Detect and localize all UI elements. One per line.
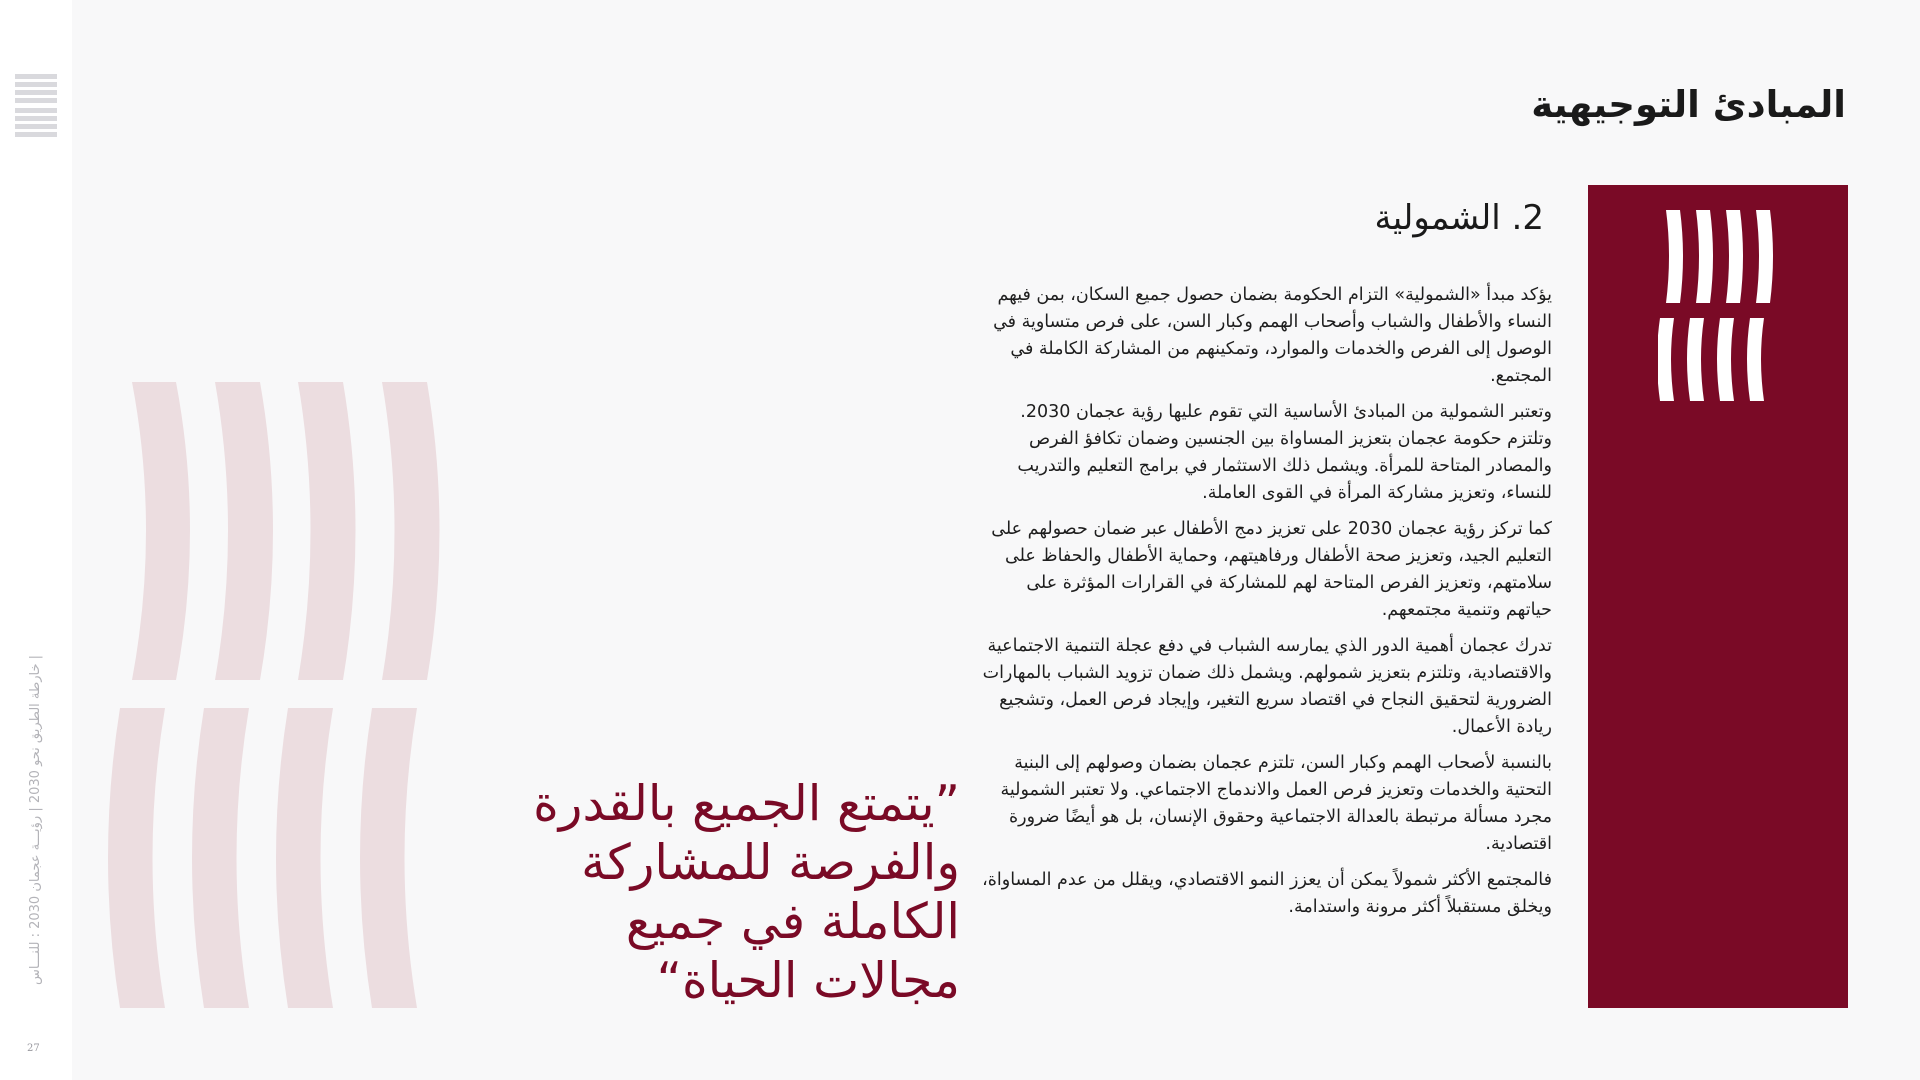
maroon-brand-panel (1588, 185, 1848, 1008)
ajman-vision-logo-icon (13, 72, 59, 138)
decorative-arcs-icon (100, 380, 470, 1010)
section-heading: 2. الشمولية (1374, 198, 1544, 238)
ajman-vision-emblem-icon (1658, 208, 1783, 403)
paragraph: وتعتبر الشمولية من المبادئ الأساسية التي تقوم عليها رؤية عجمان 2030. وتلتزم حكومة عجمان بتعزيز المساواة بين الجنسين وضمان تكافؤ الفرص والمصادر المتاحة للمرأة. ويشمل ذلك الاستثمار في برامج التعليم والتدريب للنساء، وتعزيز مشاركة المرأة في القوى العاملة. (1017, 402, 1552, 503)
sidebar-vertical-caption: خارطة الطريق نحو 2030 | رؤيـــة عجمان 2030 : للنـــاس | (28, 654, 43, 986)
paragraph: تدرك عجمان أهمية الدور الذي يمارسه الشباب في دفع عجلة التنمية الاجتماعية والاقتصادية، وتلتزم بتعزيز شمولهم. ويشمل ذلك ضمان تزويد الشباب بالمهارات الضرورية لتحقيق النجاح في اقتصاد سريع التغير، وإيجاد فرص العمل، وتشجيع ريادة الأعمال. (982, 636, 1552, 737)
paragraph: بالنسبة لأصحاب الهمم وكبار السن، تلتزم عجمان بضمان وصولهم إلى البنية التحتية والخدمات وتعزيز فرص العمل والاندماج الاجتماعي. ولا تعتبر الشمولية مجرد مسألة مرتبطة بالعدالة الاجتماعية وحقوق الإنسان، بل هو أيضًا ضرورة اقتصادية. (1000, 753, 1552, 854)
pull-quote: ”يتمتع الجميع بالقدرة والفرصة للمشاركة الكاملة في جميع مجالات الحياة“ (533, 775, 960, 1009)
page-number: 27 (27, 1043, 40, 1054)
paragraph: كما تركز رؤية عجمان 2030 على تعزيز دمج الأطفال عبر ضمان حصولهم على التعليم الجيد، وتعزيز صحة الأطفال ورفاهيتهم، وحماية الأطفال والحفاظ على سلامتهم، وتعزيز الفرص المتاحة لهم للمشاركة في القرارات المؤثرة على حياتهم وتنمية مجتمعهم. (991, 519, 1552, 620)
page-title: المبادئ التوجيهية (1531, 83, 1846, 126)
body-text (982, 282, 1552, 930)
paragraph: يؤكد مبدأ «الشمولية» التزام الحكومة بضمان حصول جميع السكان، بمن فيهم النساء والأطفال والشباب وأصحاب الهمم وكبار السن، على فرص متساوية في الوصول إلى الفرص والخدمات والموارد، وتمكينهم من المشاركة الكاملة في المجتمع. (993, 285, 1552, 386)
paragraph: فالمجتمع الأكثر شمولاً يمكن أن يعزز النمو الاقتصادي، ويقلل من عدم المساواة، ويخلق مستقبلاً أكثر مرونة واستدامة. (982, 870, 1552, 917)
left-rail (0, 0, 72, 1080)
